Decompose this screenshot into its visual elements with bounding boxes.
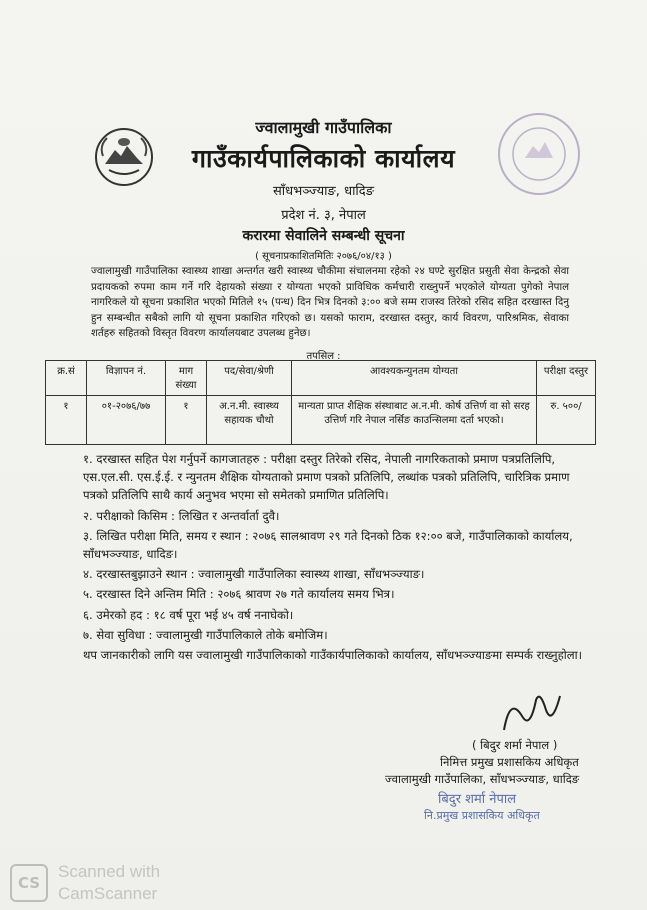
condition-item: ७. सेवा सुविधा : ज्वालामुखी गाउँपालिकाले तोके बमोजिम।	[83, 627, 328, 642]
signatory-office: ज्वालामुखी गाउँपालिका, साँधभञ्ज्याङ, धादिङ	[385, 772, 580, 786]
signature-icon	[500, 686, 570, 736]
col-header-count: माग संख्या	[166, 361, 207, 396]
condition-item: ४. दरखास्तबुझाउने स्थान : ज्वालामुखी गाउँपालिका स्वास्थ्य शाखा, साँधभञ्ज्याङ।	[83, 567, 425, 582]
office-title: गाउँकार्यपालिकाको कार्यालय	[191, 144, 456, 173]
cell-post: अ.न.मी. स्वास्थ्य सहायक चौथो	[207, 396, 292, 445]
cell-sn: १	[46, 396, 87, 445]
condition-item: ६. उमेरको हद : १८ वर्ष पूरा भई ४५ वर्ष ननाघेको।	[83, 607, 294, 622]
cell-fee: रु. ५००/	[537, 396, 596, 445]
col-header-fee: परीक्षा दस्तुर	[537, 361, 596, 396]
closing-note: थप जानकारीको लागि यस ज्वालामुखी गाउँपालिकाको गाउँकार्यपालिकाको कार्यालय, साँधभञ्ज्याङमा सम्पर्क राख्नुहोला।	[83, 648, 583, 663]
col-header-adv-no: विज्ञापन नं.	[87, 361, 166, 396]
table-header-row	[46, 361, 596, 396]
org-name: ज्वालामुखी गाउँपालिका	[255, 118, 392, 137]
cell-adv-no: ०१-२०७६/७७	[87, 396, 166, 445]
signatory-name: ( बिदुर शर्मा नेपाल )	[472, 738, 558, 752]
vacancy-table	[45, 360, 596, 445]
stamp-name: बिदुर शर्मा नेपाल	[438, 792, 517, 807]
condition-item: ५. दरखास्त दिने अन्तिम मिति : २०७६ श्रावण २७ गते कार्यालय समय भित्र।	[83, 587, 395, 602]
publication-date: ( सूचनाप्रकाशितमितिः २०७६/०४/१३ )	[255, 251, 392, 262]
camscanner-logo-icon: CS	[10, 864, 48, 902]
conditions-list	[83, 450, 593, 666]
cell-qualification: मान्यता प्राप्त शैक्षिक संस्थाबाट अ.न.मी. कोर्ष उत्तिर्ण वा सो सरह उत्तिर्ण गरि नेपाल नर्सिङ काउन्सिलमा दर्ता भएको।	[292, 396, 537, 445]
col-header-sn: क्र.सं	[46, 361, 87, 396]
watermark-line-1: Scanned with	[58, 862, 161, 881]
condition-item: १. दरखास्त सहित पेश गर्नुपर्ने कागजातहरु : परीक्षा दस्तुर तिरेको रसिद, नेपाली नागरिकताको प्रमाण पत्रप्रतिलिपि, एस.एल.सी. एस.ई.ई. र न्युनतम शैक्षिक योग्यताको प्रमाण पत्रको प्रतिलिपि, लब्धांक पत्रको प्रतिलिपि, चारित्रिक प्रमाण पत्रको प्रतिलिपि साथै कार्य अनुभव भएमा सो समेतको प्रमाणित प्रतिलिपि।	[83, 452, 570, 503]
condition-item: २. परीक्षाको किसिम : लिखित र अन्तर्वार्ता दुवै।	[83, 508, 280, 523]
address-line-2: प्रदेश नं. ३, नेपाल	[281, 208, 366, 223]
notice-title: करारमा सेवालिने सम्बन्धी सूचना	[242, 228, 405, 244]
address-line-1: साँधभञ्ज्याङ, धादिङ	[273, 184, 374, 199]
intro-paragraph: ज्वालामुखी गाउँपालिका स्वास्थ्य शाखा अन्तर्गत खरी स्वास्थ्य चौकीमा संचालनमा रहेको २४ घण्टे सुरक्षित प्रसुती सेवा केन्द्रको सेवा प्रदायकको रुपमा काम गर्ने गरि देहायको संख्या र योग्यता भएको प्राविधिक कर्मचारी राख्नुपर्ने भएकोले योग्यता पुगेको नेपाल नागरिकले यो सूचना प्रकाशित भएको मितिले १५ (पन्ध) दिन भित्र दिनको ३:०० बजे सम्म राजस्व तिरेको रसिद सहित दरखास्त दिनु हुन सम्बन्धीत सबैको लागि यो सूचना प्रकाशित गरिएको छ। यसको फाराम, दरखास्त दस्तुर, कार्य विवरण, पारिश्रमिक, सेवाका शर्तहरु सहितको विस्तृत विवरण कार्यालयबाट उपलब्ध हुनेछ।	[91, 266, 569, 340]
signatory-designation: निमित्त प्रमुख प्रशासकिय अधिकृत	[440, 755, 579, 769]
stamp-title: नि.प्रमुख प्रशासकिय अधिकृत	[424, 809, 540, 822]
cell-count: १	[166, 396, 207, 445]
watermark-line-2: CamScanner	[58, 884, 158, 903]
table-caption: तपसिल :	[306, 351, 341, 362]
table-row	[46, 396, 596, 445]
col-header-qualification: आवश्यकन्युनतम योग्यता	[292, 361, 537, 396]
col-header-post: पद/सेवा/श्रेणी	[207, 361, 292, 396]
condition-item: ३. लिखित परीक्षा मिति, समय र स्थान : २०७६ सालश्रावण २९ गते दिनको ठिक १२:०० बजे, गाउँपालिकाको कार्यालय, साँधभञ्ज्याङ, धादिङ।	[83, 528, 573, 562]
